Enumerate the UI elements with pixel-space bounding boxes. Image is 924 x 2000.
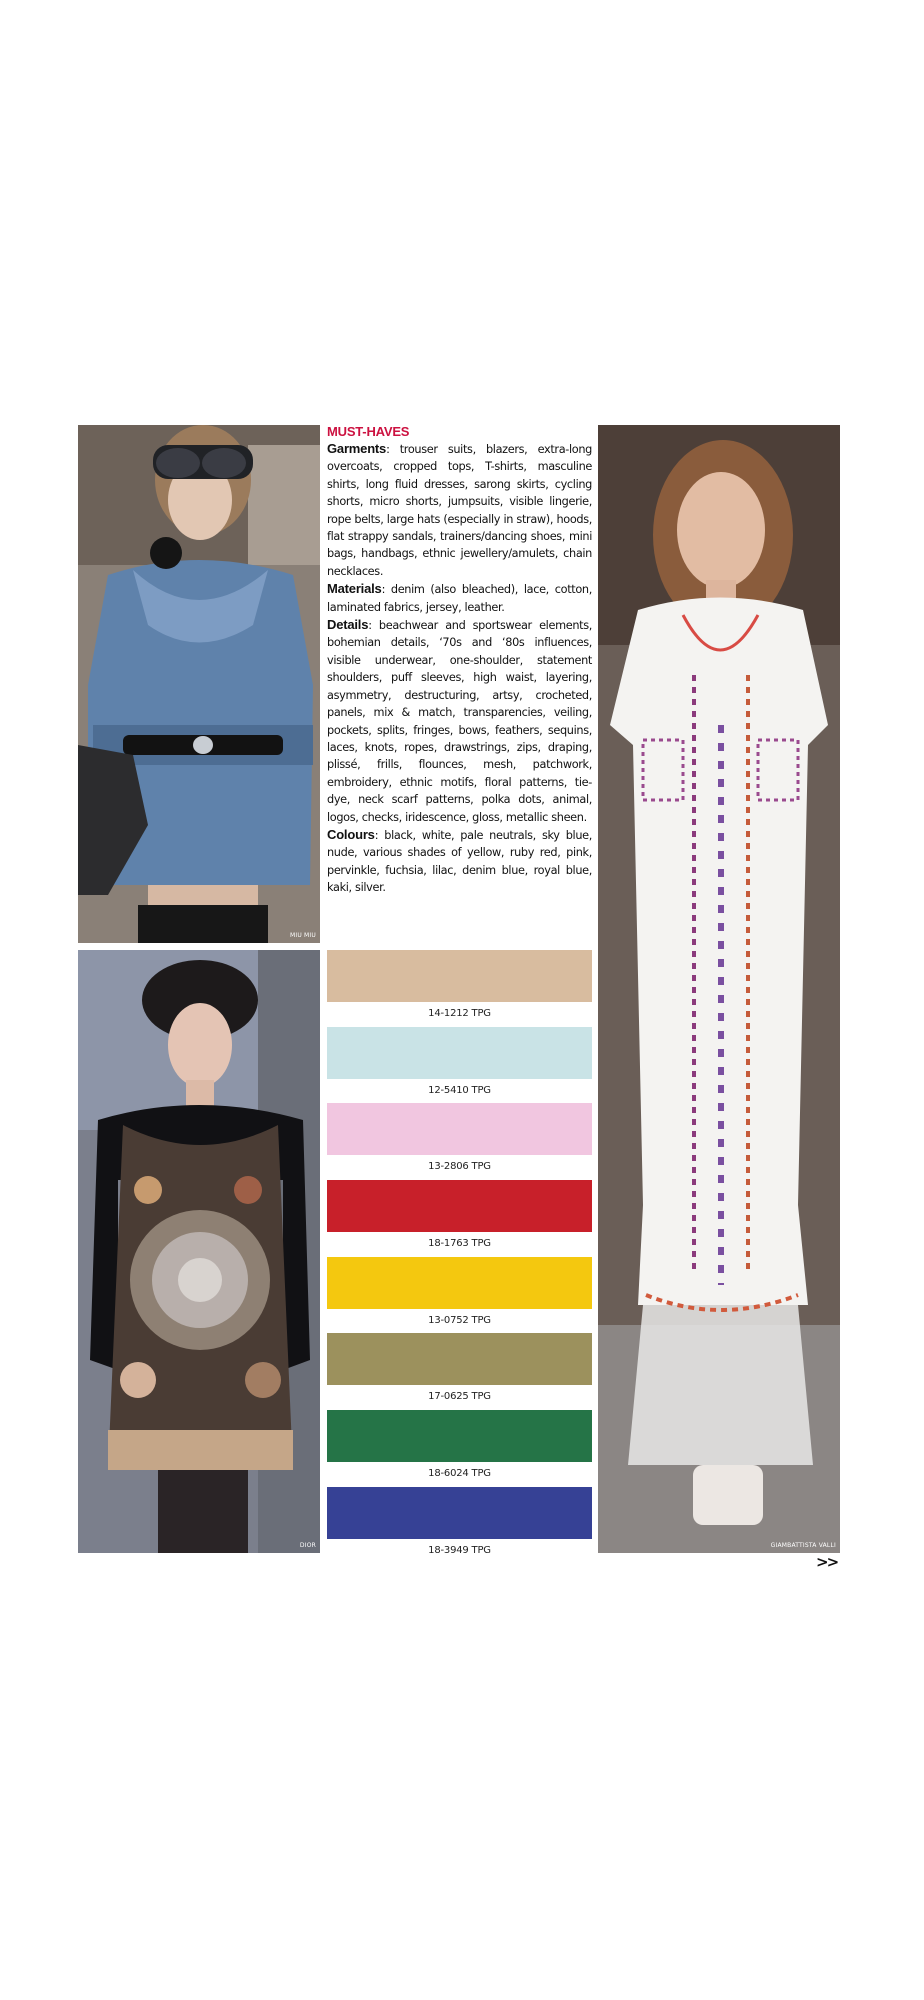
paragraph-text: : beachwear and sportswear elements, bohemian details, ‘70s and ‘80s influences, visible underwear, one-shoulder, statement shoulders, puff sleeves, high waist, layering, asymmetry, destructuring, artsy, crocheted, panels, mix & match, transparencies, veiling, pockets, splits, fringes, bows, feathers, sequins, laces, knots, ropes, drawstrings, zips, draping, plissé, frills, flounces, mesh, patchwork, embroidery, ethnic motifs, floral patterns, tie-dye, neck scarf patterns, polka dots, animal, logos, checks, iridescence, gloss, metallic sheen.	[327, 619, 592, 824]
color-swatch	[327, 1487, 592, 1539]
color-swatch	[327, 1027, 592, 1079]
swatch-code: 17-0625 TPG	[428, 1391, 491, 1402]
color-swatch	[327, 950, 592, 1002]
swatch-item	[327, 1410, 592, 1479]
color-swatch	[327, 1410, 592, 1462]
swatch-code: 14-1212 TPG	[428, 1008, 491, 1019]
color-swatch	[327, 1103, 592, 1155]
color-swatch	[327, 1257, 592, 1309]
swatch-code: 13-0752 TPG	[428, 1315, 491, 1326]
paragraph-label: Materials	[327, 581, 382, 597]
swatch-item	[327, 1103, 592, 1172]
paragraph-text: : trouser suits, blazers, extra-long overcoats, cropped tops, T-shirts, masculine shirts, long fluid dresses, sarong skirts, cycling shorts, micro shorts, jumpsuits, visible lingerie, rope belts, large hats (especially in straw), hoods, flat strappy sandals, trainers/dancing shoes, mini bags, handbags, ethnic jewellery/amulets, chain necklaces.	[327, 443, 592, 578]
photo-patterned-dress	[78, 950, 320, 1553]
swatch-code: 18-1763 TPG	[428, 1238, 491, 1249]
paragraph-colours	[327, 826, 592, 897]
paragraph-garments	[327, 440, 592, 580]
photo-credit: MIU MIU	[290, 932, 316, 939]
color-swatch	[327, 1333, 592, 1385]
swatch-item	[327, 1487, 592, 1556]
paragraph-materials	[327, 580, 592, 616]
section-heading: MUST-HAVES	[327, 424, 410, 439]
swatch-item	[327, 1333, 592, 1402]
swatch-code: 12-5410 TPG	[428, 1085, 491, 1096]
swatch-code: 18-3949 TPG	[428, 1545, 491, 1556]
swatch-item	[327, 1180, 592, 1249]
color-swatch	[327, 1180, 592, 1232]
swatch-code: 13-2806 TPG	[428, 1161, 491, 1172]
paragraph-text: : black, white, pale neutrals, sky blue, nude, various shades of yellow, ruby red, pink, pervinkle, fuchsia, lilac, denim blue, royal blue, kaki, silver.	[327, 828, 592, 895]
must-haves-text	[327, 424, 592, 897]
swatch-item	[327, 1027, 592, 1096]
paragraph-details	[327, 616, 592, 826]
swatch-code: 18-6024 TPG	[428, 1468, 491, 1479]
swatch-item	[327, 1257, 592, 1326]
photo-credit: GIAMBATTISTA VALLI	[770, 1542, 836, 1549]
photo-white-gown	[598, 425, 840, 1553]
paragraph-label: Colours	[327, 826, 375, 842]
next-page-link[interactable]: >>	[816, 1553, 838, 1571]
paragraph-label: Garments	[327, 441, 387, 456]
swatch-item	[327, 950, 592, 1019]
photo-denim-dress	[78, 425, 320, 943]
paragraph-text: : denim (also bleached), lace, cotton, laminated fabrics, jersey, leather.	[327, 583, 592, 614]
photo-credit: DIOR	[299, 1542, 316, 1549]
paragraph-label: Details	[327, 617, 369, 633]
